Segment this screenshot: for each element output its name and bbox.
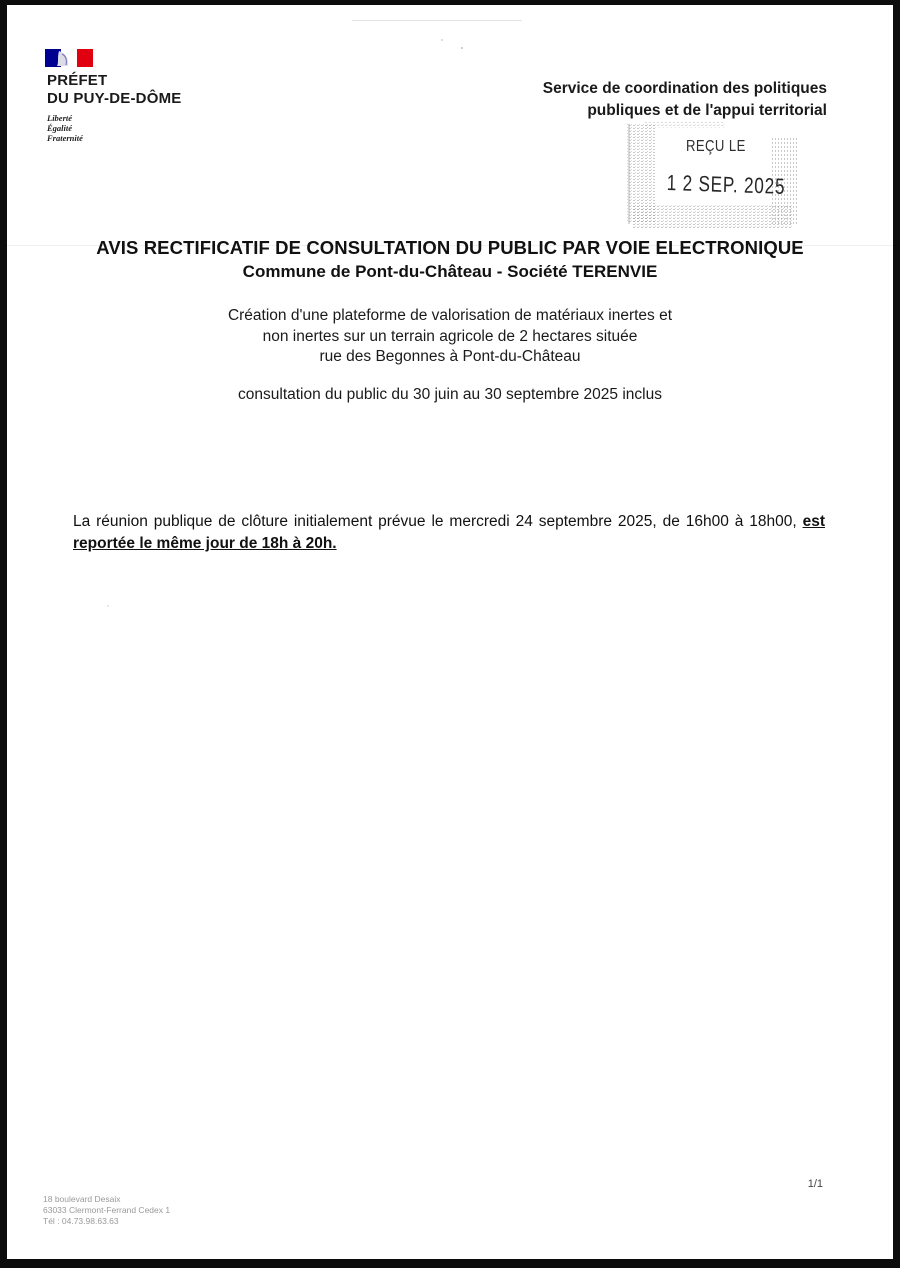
meeting-notice-text: La réunion publique de clôture initialement prévue le mercredi 24 septembre 2025, de 16h00 à 18h00, [73, 513, 803, 530]
meeting-notice-paragraph [73, 511, 825, 555]
marianne-flag-icon [45, 49, 93, 67]
notice-subtitle: Commune de Pont-du-Château - Société TERENVIE [242, 262, 658, 281]
scan-speck [441, 39, 443, 41]
notice-title: AVIS RECTIFICATIF DE CONSULTATION DU PUBLIC PAR VOIE ELECTRONIQUE [96, 237, 804, 258]
description-line: Création d'une plateforme de valorisation de matériaux inertes et [227, 307, 673, 324]
description-line: non inertes sur un terrain agricole de 2 hectares située [262, 327, 638, 345]
motto-egalite: Égalité [47, 123, 73, 133]
service-line-2: publiques et de l'appui territorial [587, 102, 827, 119]
address-phone: Tél : 04.73.98.63.63 [43, 1216, 119, 1226]
document-page [7, 5, 893, 1259]
service-line-1: Service de coordination des politiques [542, 80, 827, 97]
motto-liberte: Liberté [47, 113, 73, 123]
page-number: 1/1 [807, 1178, 823, 1190]
address-street: 18 boulevard Desaix [43, 1194, 121, 1204]
prefet-line-1: PRÉFET [47, 72, 108, 89]
republic-motto [47, 113, 83, 143]
prefet-name [47, 72, 181, 108]
stamp-date: 1 2 SEP. 2025 [666, 170, 786, 199]
scan-artifact-line [352, 20, 522, 21]
footer-address [43, 1194, 170, 1227]
project-description [7, 306, 893, 368]
meeting-rescheduled-text: est reportée le même jour de 18h à 20h. [73, 513, 825, 552]
consultation-period: consultation du public du 30 juin au 30 septembre 2025 inclus [238, 386, 662, 403]
address-city: 63033 Clermont-Ferrand Cedex 1 [43, 1205, 171, 1215]
reception-stamp [625, 122, 799, 232]
stamp-label: REÇU LE [686, 138, 746, 155]
motto-fraternite: Fraternité [47, 133, 83, 143]
scan-speck [107, 605, 109, 607]
scan-speck [461, 47, 463, 49]
prefet-line-2: DU PUY-DE-DÔME [47, 90, 182, 107]
description-line: rue des Begonnes à Pont-du-Château [319, 348, 581, 365]
service-name [543, 78, 827, 122]
